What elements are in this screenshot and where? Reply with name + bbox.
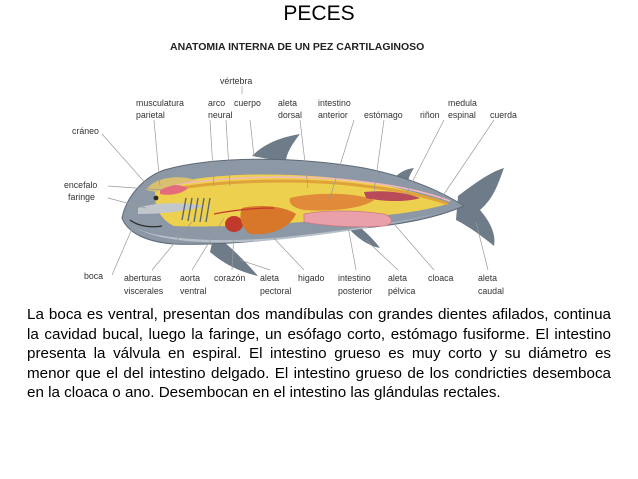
label-rinon: riñon <box>420 110 440 120</box>
label-intestino-posterior: intestino <box>338 273 371 283</box>
diagram-title: ANATOMIA INTERNA DE UN PEZ CARTILAGINOSO <box>170 41 425 53</box>
label-caudal: caudal <box>478 286 504 296</box>
eye <box>154 196 159 201</box>
label-arco: arco <box>208 98 226 108</box>
label-aleta-caudal: aleta <box>478 273 498 283</box>
spiral-intestine <box>304 211 392 227</box>
label-aleta-pectoral: aleta <box>260 273 280 283</box>
slide-title: PECES <box>283 2 355 25</box>
label-viscerales: viscerales <box>124 286 164 296</box>
label-craneo: cráneo <box>72 126 99 136</box>
label-aleta-dorsal: aleta <box>278 98 298 108</box>
label-espinal: espinal <box>448 110 476 120</box>
shark-anatomy-figure <box>64 38 561 302</box>
label-vertebra: vértebra <box>220 76 253 86</box>
label-higado: higado <box>298 273 325 283</box>
heart <box>225 216 243 232</box>
label-aberturas: aberturas <box>124 273 162 283</box>
label-aorta: aorta <box>180 273 201 283</box>
label-cloaca: cloaca <box>428 273 454 283</box>
label-dorsal: dorsal <box>278 110 302 120</box>
label-anterior: anterior <box>318 110 348 120</box>
description-paragraph: La boca es ventral, presentan dos mandíbulas con grandes dientes afilados, continua la cavidad bucal, luego la faringe, un esófago corto, estómago fusiforme. El intestino presenta la válvula en espiral. El intestino grueso es muy corto y su diámetro es menor que el del intestino delgado. El intestino grueso de los condricties desemboca en la cloaca o ano. Desembocan en el intestino las glándulas rectales. <box>27 306 611 402</box>
label-encefalo: encefalo <box>64 180 98 190</box>
label-cuerpo: cuerpo <box>234 98 261 108</box>
label-cuerda: cuerda <box>490 110 517 120</box>
label-pelvica: pélvica <box>388 286 416 296</box>
label-intestino-anterior: intestino <box>318 98 351 108</box>
label-medula: medula <box>448 98 477 108</box>
label-estomago: estómago <box>364 110 403 120</box>
label-ventral: ventral <box>180 286 207 296</box>
label-posterior: posterior <box>338 286 373 296</box>
watermark: www.infovisual.info <box>506 231 561 238</box>
label-faringe: faringe <box>68 192 95 202</box>
label-musculatura: musculatura <box>136 98 184 108</box>
label-aleta-pelvica: aleta <box>388 273 408 283</box>
label-parietal: parietal <box>136 110 165 120</box>
label-corazon: corazón <box>214 273 246 283</box>
label-pectoral: pectoral <box>260 286 292 296</box>
label-boca: boca <box>84 271 104 281</box>
label-neural: neural <box>208 110 233 120</box>
